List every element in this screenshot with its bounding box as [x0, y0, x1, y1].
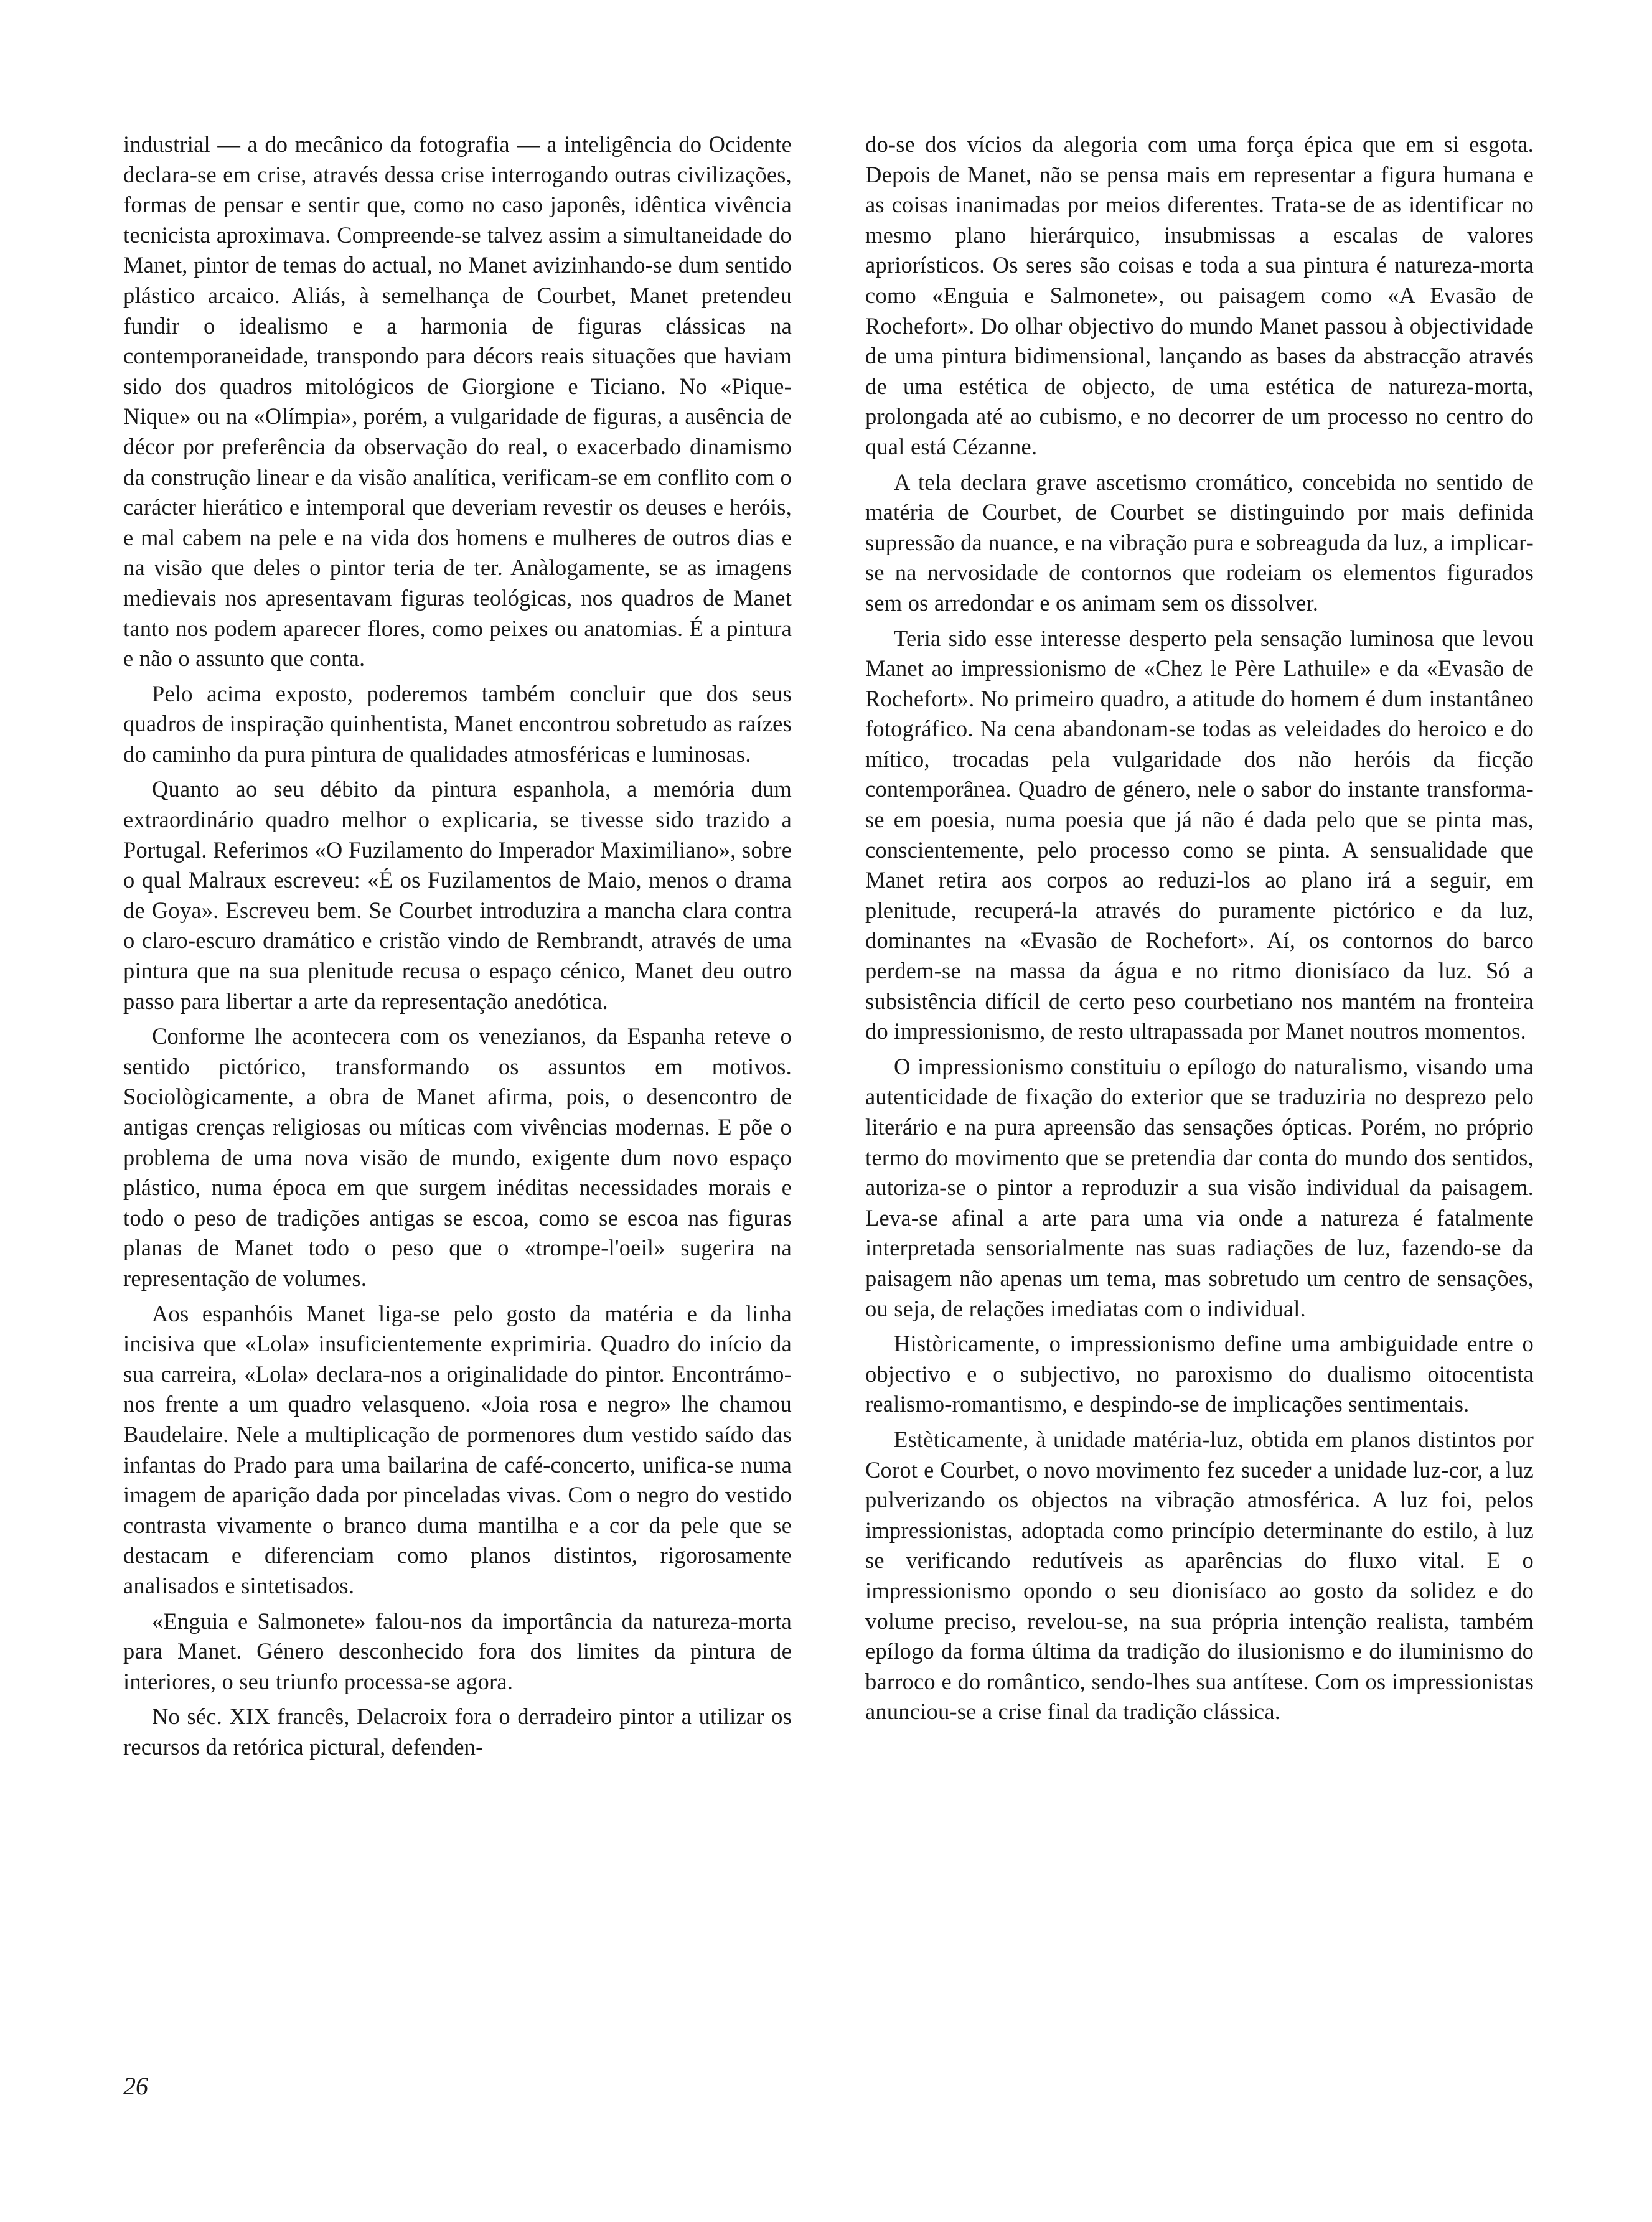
page-number: 26: [123, 2072, 148, 2100]
paragraph: Pelo acima exposto, poderemos também concluir que dos seus quadros de inspiração quinhentista, Manet encontrou sobretudo as raízes do caminho da pura pintura de qualidades atmosféricas e luminosas.: [123, 680, 792, 767]
paragraph: No séc. XIX francês, Delacroix fora o derradeiro pintor a utilizar os recursos da retórica pictural, defenden-: [123, 1704, 792, 1760]
paragraph: O impressionismo constituiu o epílogo do naturalismo, visando uma autenticidade de fixação do exterior que se traduziria no desprezo pelo literário e na pura apreensão das sensações ópticas. Porém, no próprio termo do movimento que se pretendia dar conta do mundo dos sentidos, autoriza-se o pintor a reproduzir a sua visão individual da paisagem. Leva-se afinal a arte para uma via onde a natureza é fatalmente interpretada sensorialmente nas suas radiações de luz, fazendo-se da paisagem não apenas um tema, mas sobretudo um centro de sensações, ou seja, de relações imediatas com o individual.: [865, 1053, 1534, 1321]
paragraph: A tela declara grave ascetismo cromático, concebida no sentido de matéria de Courbet, de Courbet se distinguindo por mais definida supressão da nuance, e na vibração pura e sobreaguda da luz, a implicar-se na nervosidade de contornos que rodeiam os elementos figurados sem os arredondar e os animam sem os dissolver.: [865, 469, 1534, 616]
paragraph: «Enguia e Salmonete» falou-nos da importância da natureza-morta para Manet. Género desconhecido fora dos limites da pintura de interiores, o seu triunfo processa-se agora.: [123, 1608, 792, 1694]
paragraph: Teria sido esse interesse desperto pela sensação luminosa que levou Manet ao impressionismo de «Chez le Père Lathuile» e da «Evasão de Rochefort». No primeiro quadro, a atitude do homem é dum instantâneo fotográfico. Na cena abandonam-se todas as veleidades do heroico e do mítico, trocadas pela vulgaridade dos não heróis da ficção contemporânea. Quadro de género, nele o sabor do instante transforma-se em poesia, numa poesia que já não é dada pelo que se pinta mas, conscientemente, pelo processo como se pinta. A sensualidade que Manet retira aos corpos ao reduzi-los ao plano irá a seguir, em plenitude, recuperá-la através do puramente pictórico e da luz, dominantes na «Evasão de Rochefort». Aí, os contornos do barco perdem-se na massa da água e no ritmo dionisíaco da luz. Só a subsistência difícil de certo peso courbetiano nos mantém na fronteira do impressionismo, de resto ultrapassada por Manet noutros momentos.: [865, 625, 1534, 1044]
paragraph: Quanto ao seu débito da pintura espanhola, a memória dum extraordinário quadro melhor o explicaria, se tivesse sido trazido a Portugal. Referimos «O Fuzilamento do Imperador Maximiliano», sobre o qual Malraux escreveu: «É os Fuzilamentos de Maio, menos o drama de Goya». Escreveu bem. Se Courbet introduzira a mancha clara contra o claro-escuro dramático e cristão vindo de Rembrandt, através de uma pintura que na sua plenitude recusa o espaço cénico, Manet deu outro passo para libertar a arte da representação anedótica.: [123, 776, 792, 1014]
paragraph: Històricamente, o impressionismo define uma ambiguidade entre o objectivo e o subjectivo, no paroxismo do dualismo oitocentista realismo-romantismo, e despindo-se de implicações sentimentais.: [865, 1331, 1534, 1417]
paragraph: industrial — a do mecânico da fotografia — a inteligência do Ocidente declara-se em crise, através dessa crise interrogando outras civilizações, formas de pensar e sentir que, como no caso japonês, idêntica vivência tecnicista aproximava. Compreende-se talvez assim a simultaneidade do Manet, pintor de temas do actual, no Manet avizinhando-se dum sentido plástico arcaico. Aliás, à semelhança de Courbet, Manet pretendeu fundir o idealismo e a harmonia de figuras clássicas na contemporaneidade, transpondo para décors reais situações que haviam sido dos quadros mitológicos de Giorgione e Ticiano. No «Pique-Nique» ou na «Olímpia», porém, a vulgaridade de figuras, a ausência de décor por preferência da observação do real, o exacerbado dinamismo da construção linear e da visão analítica, verificam-se em conflito com o carácter hierático e intemporal que deveriam revestir os deuses e heróis, e mal cabem na pele e na vida dos homens e mulheres de outros dias e na visão que deles o pintor teria de ter. Anàlogamente, se as imagens medievais nos apresentavam figuras teológicas, nos quadros de Manet tanto nos podem aparecer flores, como peixes ou anatomias. É a pintura e não o assunto que conta.: [123, 131, 792, 672]
text-column-right: [865, 129, 1534, 1727]
text-column-left: [123, 129, 792, 1762]
paragraph: Conforme lhe acontecera com os venezianos, da Espanha reteve o sentido pictórico, transformando os assuntos em motivos. Sociològicamente, a obra de Manet afirma, pois, o desencontro de antigas crenças religiosas ou míticas com vivências modernas. E põe o problema de uma nova visão de mundo, exigente dum novo espaço plástico, numa época em que surgem inéditas necessidades morais e todo o peso de tradições antigas se escoa, como se escoa nas figuras planas de Manet todo o peso que o «trompe-l'oeil» sugerira na representação de volumes.: [123, 1023, 792, 1291]
paragraph: Aos espanhóis Manet liga-se pelo gosto da matéria e da linha incisiva que «Lola» insuficientemente exprimiria. Quadro do início da sua carreira, «Lola» declara-nos a originalidade do pintor. Encontrámo-nos frente a um quadro velasqueno. «Joia rosa e negro» lhe chamou Baudelaire. Nele a multiplicação de pormenores dum vestido saído das infantas do Prado para uma bailarina de café-concerto, unifica-se numa imagem de aparição dada por pinceladas vivas. Com o negro do vestido contrasta vivamente o branco duma mantilha e a cor da pele que se destacam e diferenciam como planos distintos, rigorosamente analisados e sintetisados.: [123, 1300, 792, 1598]
paragraph: Estèticamente, à unidade matéria-luz, obtida em planos distintos por Corot e Courbet, o novo movimento fez suceder a unidade luz-cor, a luz pulverizando os objectos na vibração atmosférica. A luz foi, pelos impressionistas, adoptada como princípio determinante do estilo, à luz se verificando redutíveis as aparências do fluxo vital. E o impressionismo opondo o seu dionisíaco ao gosto da solidez e do volume preciso, revelou-se, na sua própria intenção realista, também epílogo da forma última da tradição do ilusionismo e do iluminismo do barroco e do romântico, sendo-lhes sua antítese. Com os impressionistas anunciou-se a crise final da tradição clássica.: [865, 1426, 1534, 1725]
paragraph: do-se dos vícios da alegoria com uma força épica que em si esgota. Depois de Manet, não se pensa mais em representar a figura humana e as coisas inanimadas por meios diferentes. Trata-se de as identificar no mesmo plano hierárquico, insubmissas a escalas de valores apriorísticos. Os seres são coisas e toda a sua pintura é natureza-morta como «Enguia e Salmonete», ou paisagem como «A Evasão de Rochefort». Do olhar objectivo do mundo Manet passou à objectividade de uma pintura bidimensional, lançando as bases da abstracção através de uma estética de objecto, de uma estética de natureza-morta, prolongada até ao cubismo, e no decorrer de um processo no centro do qual está Cézanne.: [865, 131, 1534, 459]
